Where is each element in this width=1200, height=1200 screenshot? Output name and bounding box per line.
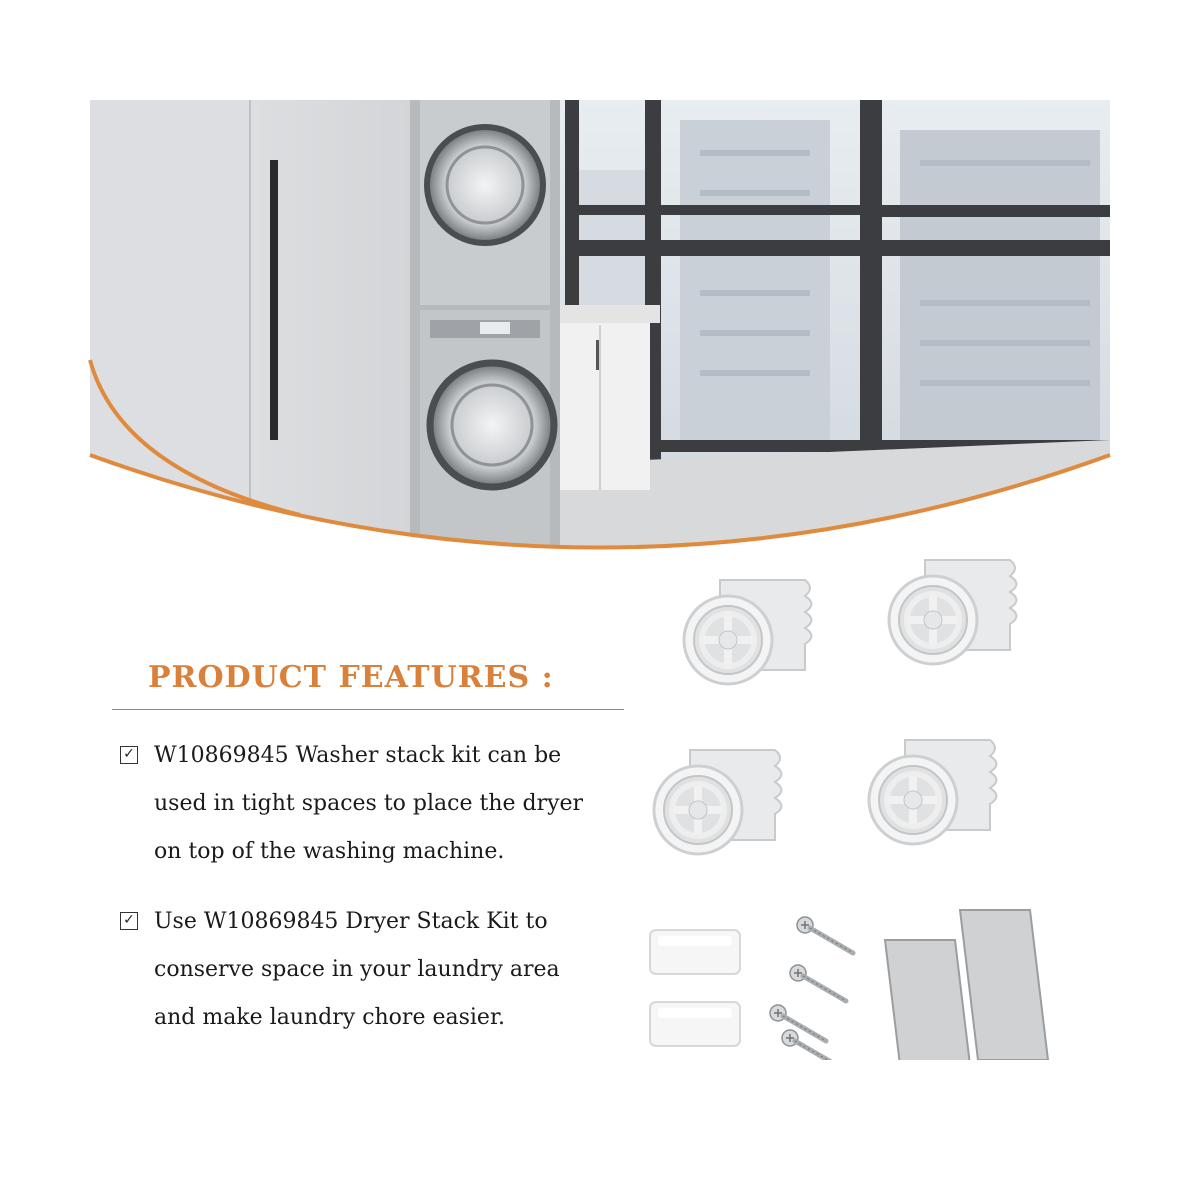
- stacking-foot-3: [654, 750, 782, 854]
- screw-1: [797, 917, 853, 953]
- stack-kit-parts: [620, 540, 1140, 1060]
- metal-bracket-1: [885, 940, 977, 1060]
- checkbox-icon: ✓: [120, 746, 138, 764]
- feature-1-line-1: W10869845 Washer stack kit can be: [154, 743, 562, 768]
- feature-2-line-3: and make laundry chore easier.: [154, 1005, 506, 1030]
- checkbox-icon: ✓: [120, 912, 138, 930]
- laundry-room-photo: [0, 0, 1200, 560]
- stacking-foot-4: [869, 740, 997, 844]
- metal-bracket-2: [960, 910, 1052, 1060]
- product-features: [112, 660, 632, 1042]
- screw-2: [790, 965, 846, 1001]
- feature-2-line-1: Use W10869845 Dryer Stack Kit to: [154, 909, 548, 934]
- feature-1-line-2: used in tight spaces to place the dryer: [154, 791, 584, 816]
- feature-2-line-2: conserve space in your laundry area: [154, 957, 560, 982]
- stacking-foot-2: [889, 560, 1017, 664]
- feature-item-1: [112, 732, 632, 876]
- title-divider: [112, 709, 624, 710]
- stacking-foot-1: [684, 580, 812, 684]
- feature-item-2: [112, 898, 632, 1042]
- adhesive-pad-2: [650, 1002, 740, 1046]
- feature-1-line-3: on top of the washing machine.: [154, 839, 505, 864]
- adhesive-pad-1: [650, 930, 740, 974]
- features-title: PRODUCT FEATURES :: [148, 660, 554, 695]
